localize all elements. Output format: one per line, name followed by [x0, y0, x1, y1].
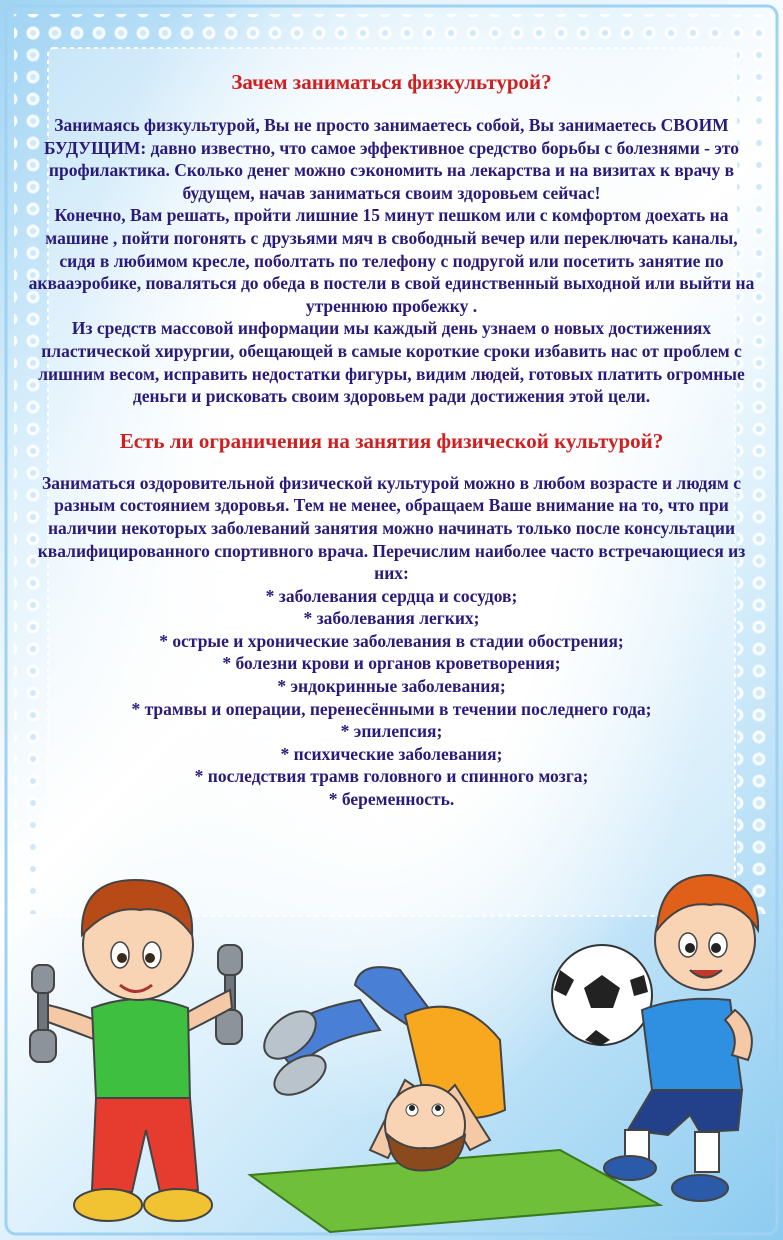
list-item: * последствия трамв головного и спинного мозга; [194, 766, 589, 787]
section1-title: Зачем заниматься физкультурой? [231, 70, 552, 94]
list-item: * болезни крови и органов кроветворения; [222, 653, 561, 674]
section1-paragraph-3: Из средств массовой информации мы каждый день узнаем о новых достижениях пластической хирургии, обещающей в самые короткие сроки избавить нас от проблем с лишним весом, исправить недостатки фигуры, видим людей, готовых платить огромные деньги и рисковать своим здоровьем ради достижения этой цели. [38, 318, 745, 407]
list-item: * психические заболевания; [280, 743, 503, 764]
boy-with-ball-illustration [552, 875, 758, 1201]
section1-paragraph-1: Занимаясь физкультурой, Вы не просто занимаетесь собой, Вы занимаетесь СВОИМ БУДУЩИМ: давно известно, что самое эффективное средство борьбы с болезнями - это профилактика. Сколько денег можно сэкономить на лекарства и на визитах к врачу в будущем, начав заниматься своим здоровьем сейчас! [43, 115, 740, 203]
list-item: * острые и хронические заболевания в стадии обострения; [159, 630, 624, 651]
list-item: * заболевания легких; [303, 608, 480, 629]
section2-intro: Заниматься оздоровительной физической культурой можно в любом возрасте и людям с разным состоянием здоровья. Тем не менее, обращаем Ваше внимание на то, что при наличии некоторых заболеваний занятия можно начинать только после консультации квалифицированного спортивного врача. Перечислим наиболее часто встречающиеся из них: [37, 472, 746, 584]
list-item: * эндокринные заболевания; [277, 676, 506, 697]
list-item: * трамвы и операции, перенесёнными в течении последнего года; [131, 698, 652, 719]
boy-with-dumbbells-illustration [30, 880, 242, 1221]
list-item: * заболевания сердца и сосудов; [265, 585, 518, 606]
section1-paragraph-2: Конечно, Вам решать, пройти лишние 15 минут пешком или с комфортом доехать на машине , пойти погонять с друзьями мяч в свободный вечер или переключать каналы, сидя в любимом кресле, поболтать по телефону с подругой или посетить занятие по аквааэробике, поваляться до обеда в постели в свой единственный выходной или выйти на утреннюю пробежку . [28, 205, 755, 316]
section2-title: Есть ли ограничения на занятия физической культурой? [119, 428, 664, 453]
list-item: * беременность. [328, 789, 455, 810]
list-item: * эпилепсия; [340, 721, 443, 742]
